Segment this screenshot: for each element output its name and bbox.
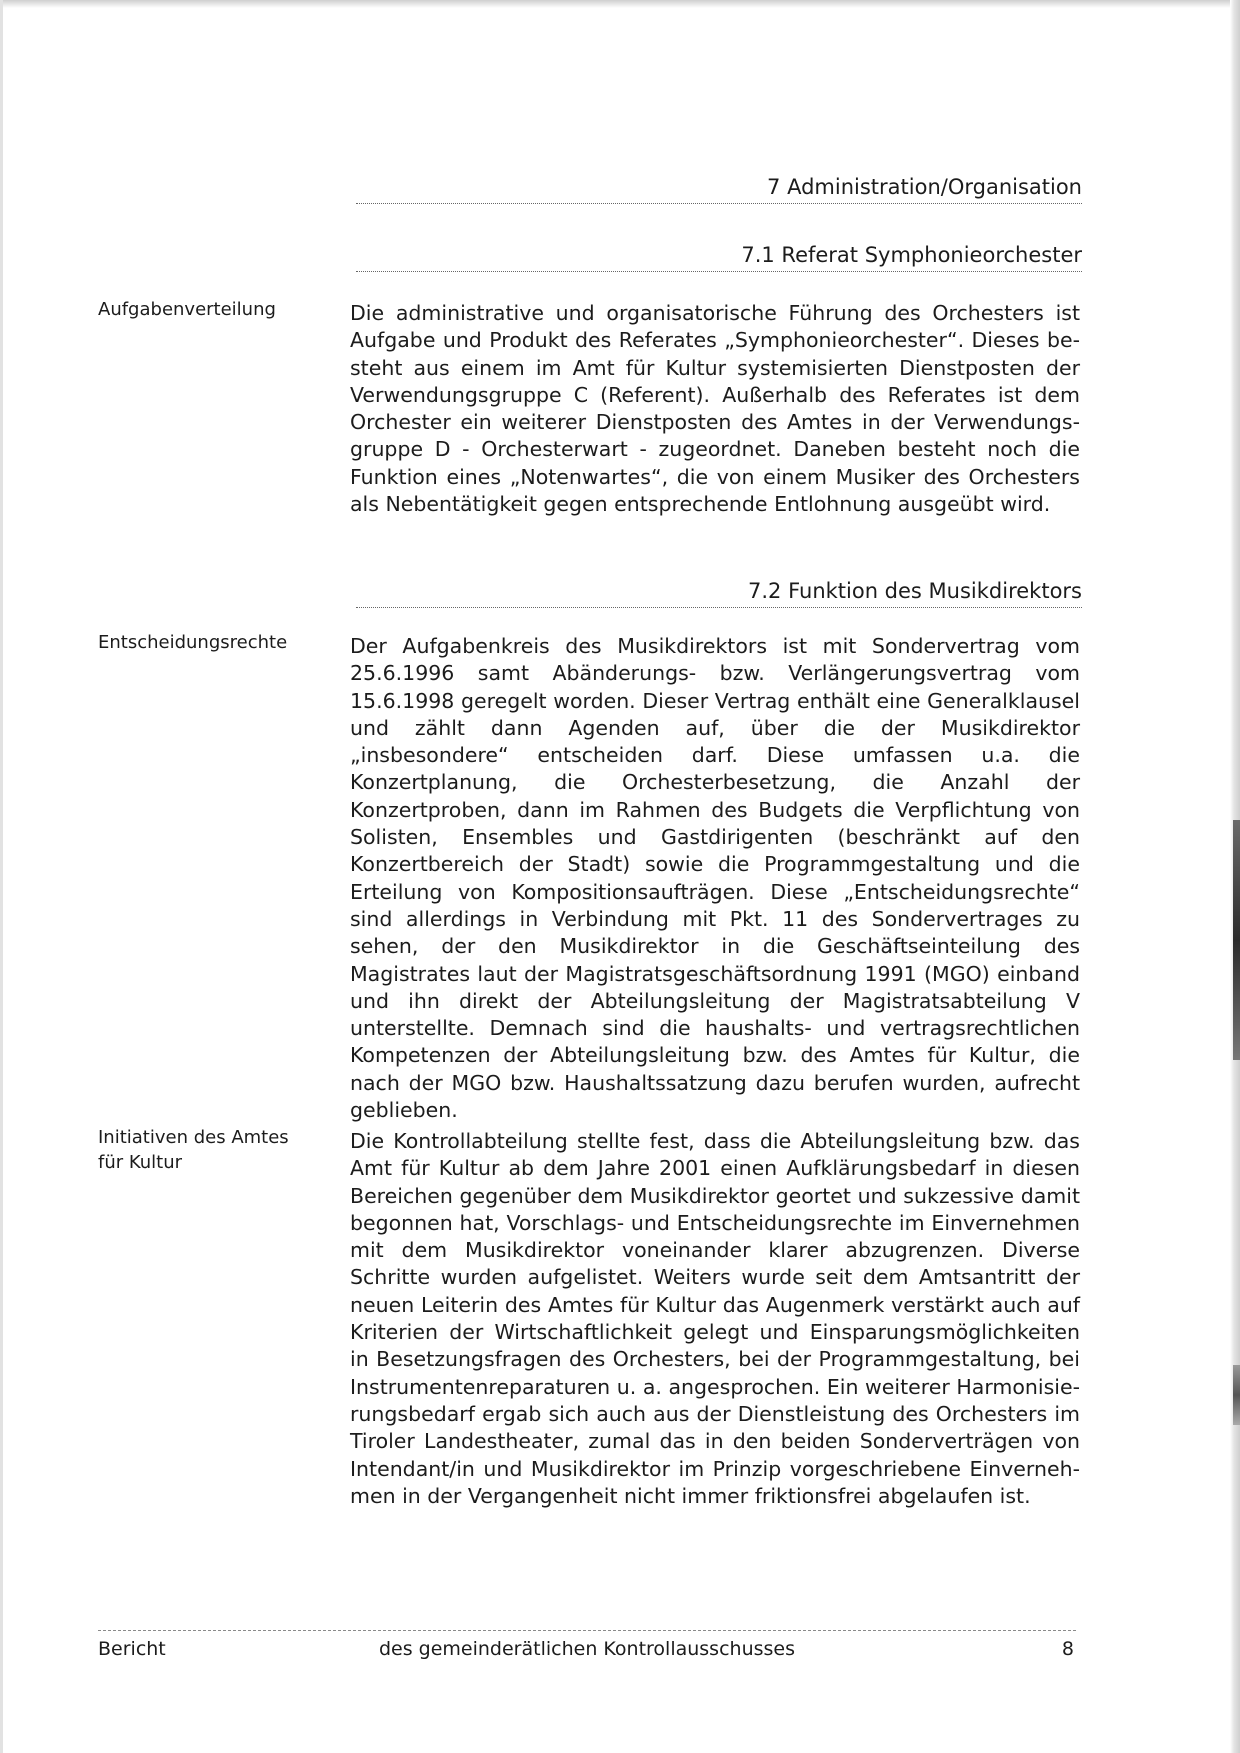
- paragraph-referat: Die administrative und organisatorische Führung des Orchesters ist Aufgabe und Produkt des Referates „Symphonieorchester“. Dieses besteht aus einem im Amt für Kultur systemisierten Dienstposten der Verwendungsgruppe C (Referent). Außerhalb des Referates ist dem Orchester ein weiterer Dienstposten des Amtes in der Verwendungsgruppe D - Orchesterwart - zugeordnet. Daneben besteht noch die Funktion eines „Notenwartes“, die von einem Musiker des Orchesters als Nebentätigkeit gegen entsprechende Entlohnung ausgeübt wird.: [350, 301, 1080, 517]
- scan-edge-right: [1230, 0, 1240, 1753]
- footer-report-label: Bericht: [98, 1638, 166, 1660]
- section-heading-7-2: 7.2 Funktion des Musikdirektors: [356, 578, 1082, 608]
- scan-edge-left: [0, 0, 3, 1753]
- paragraph-musikdirektor: Der Aufgabenkreis des Musikdirektors ist mit Sondervertrag vom 25.6.1996 samt Abänderungs- bzw. Verlängerungsvertrag vom 15.6.1998 geregelt worden. Dieser Vertrag enthält eine Generalklausel und zählt dann Agenden auf, über die der Musikdirektor „insbesondere“ entscheiden darf. Diese umfassen u.a. die Konzertplanung, die Orchesterbesetzung, die Anzahl der Konzertproben, dann im Rahmen des Budgets die Verpflichtung von Solisten, Ensembles und Gastdirigenten (beschränkt auf den Konzertbereich der Stadt) sowie die Programmgestaltung und die Erteilung von Kompositionsaufträgen. Diese „Entscheidungsrechte“ sind allerdings in Verbindung mit Pkt. 11 des Sondervertrages zu sehen, der den Musikdirektor in die Geschäftseinteilung des Magistrates laut der Magistratsgeschäftsordnung 1991 (MGO) einband und ihn direkt der Abteilungsleitung der Magistratsabteilung V unterstellte. Demnach sind die haushalts- und vertragsrechtlichen Kompetenzen der Abteilungsleitung bzw. des Amtes für Kultur, die nach der MGO bzw. Haushaltssatzung dazu berufen wurden, aufrecht geblieben.: [350, 634, 1080, 1123]
- scan-shadow-mark: [1233, 820, 1240, 1060]
- margin-label-entscheidungsrechte: Entscheidungsrechte: [98, 632, 288, 653]
- footer-committee: des gemeinderätlichen Kontrollausschusses: [378, 1638, 796, 1660]
- scan-edge-top: [0, 0, 1240, 8]
- scan-shadow-mark: [1233, 1365, 1240, 1425]
- margin-label-aufgabenverteilung: Aufgabenverteilung: [98, 299, 276, 320]
- chapter-heading: 7 Administration/Organisation: [356, 174, 1082, 204]
- footer-rule: [98, 1630, 1076, 1631]
- section-heading-7-1: 7.1 Referat Symphonieorchester: [356, 242, 1082, 272]
- margin-label-initiativen: Initiativen des Amtes für Kultur: [98, 1127, 289, 1173]
- paragraph-kontrollabteilung: Die Kontrollabteilung stellte fest, dass die Abteilungsleitung bzw. das Amt für Kultur ab dem Jahre 2001 einen Aufklärungsbedarf in diesen Bereichen gegenüber dem Musikdirektor geortet und sukzessive damit begonnen hat, Vorschlags- und Entscheidungsrechte im Einvernehmen mit dem Musikdirektor voneinander klarer abzugrenzen. Diverse Schritte wurden aufgelistet. Weiters wurde seit dem Amtsantritt der neuen Leiterin des Amtes für Kultur das Augenmerk verstärkt auch auf Kriterien der Wirtschaftlichkeit gelegt und Einsparungsmöglichkeiten in Besetzungsfragen des Orchesters, bei der Programmgestaltung, bei Instrumentenreparaturen u. a. angesprochen. Ein weiterer Harmonisierungsbedarf ergab sich auch aus der Dienstleistung des Orchesters im Tiroler Landestheater, zumal das in den beiden Sonderverträgen von Intendant/in und Musikdirektor im Prinzip vorgeschriebene Einvernehmen in der Vergangenheit nicht immer friktionsfrei abgelaufen ist.: [350, 1129, 1080, 1508]
- page-number: 8: [1061, 1638, 1074, 1660]
